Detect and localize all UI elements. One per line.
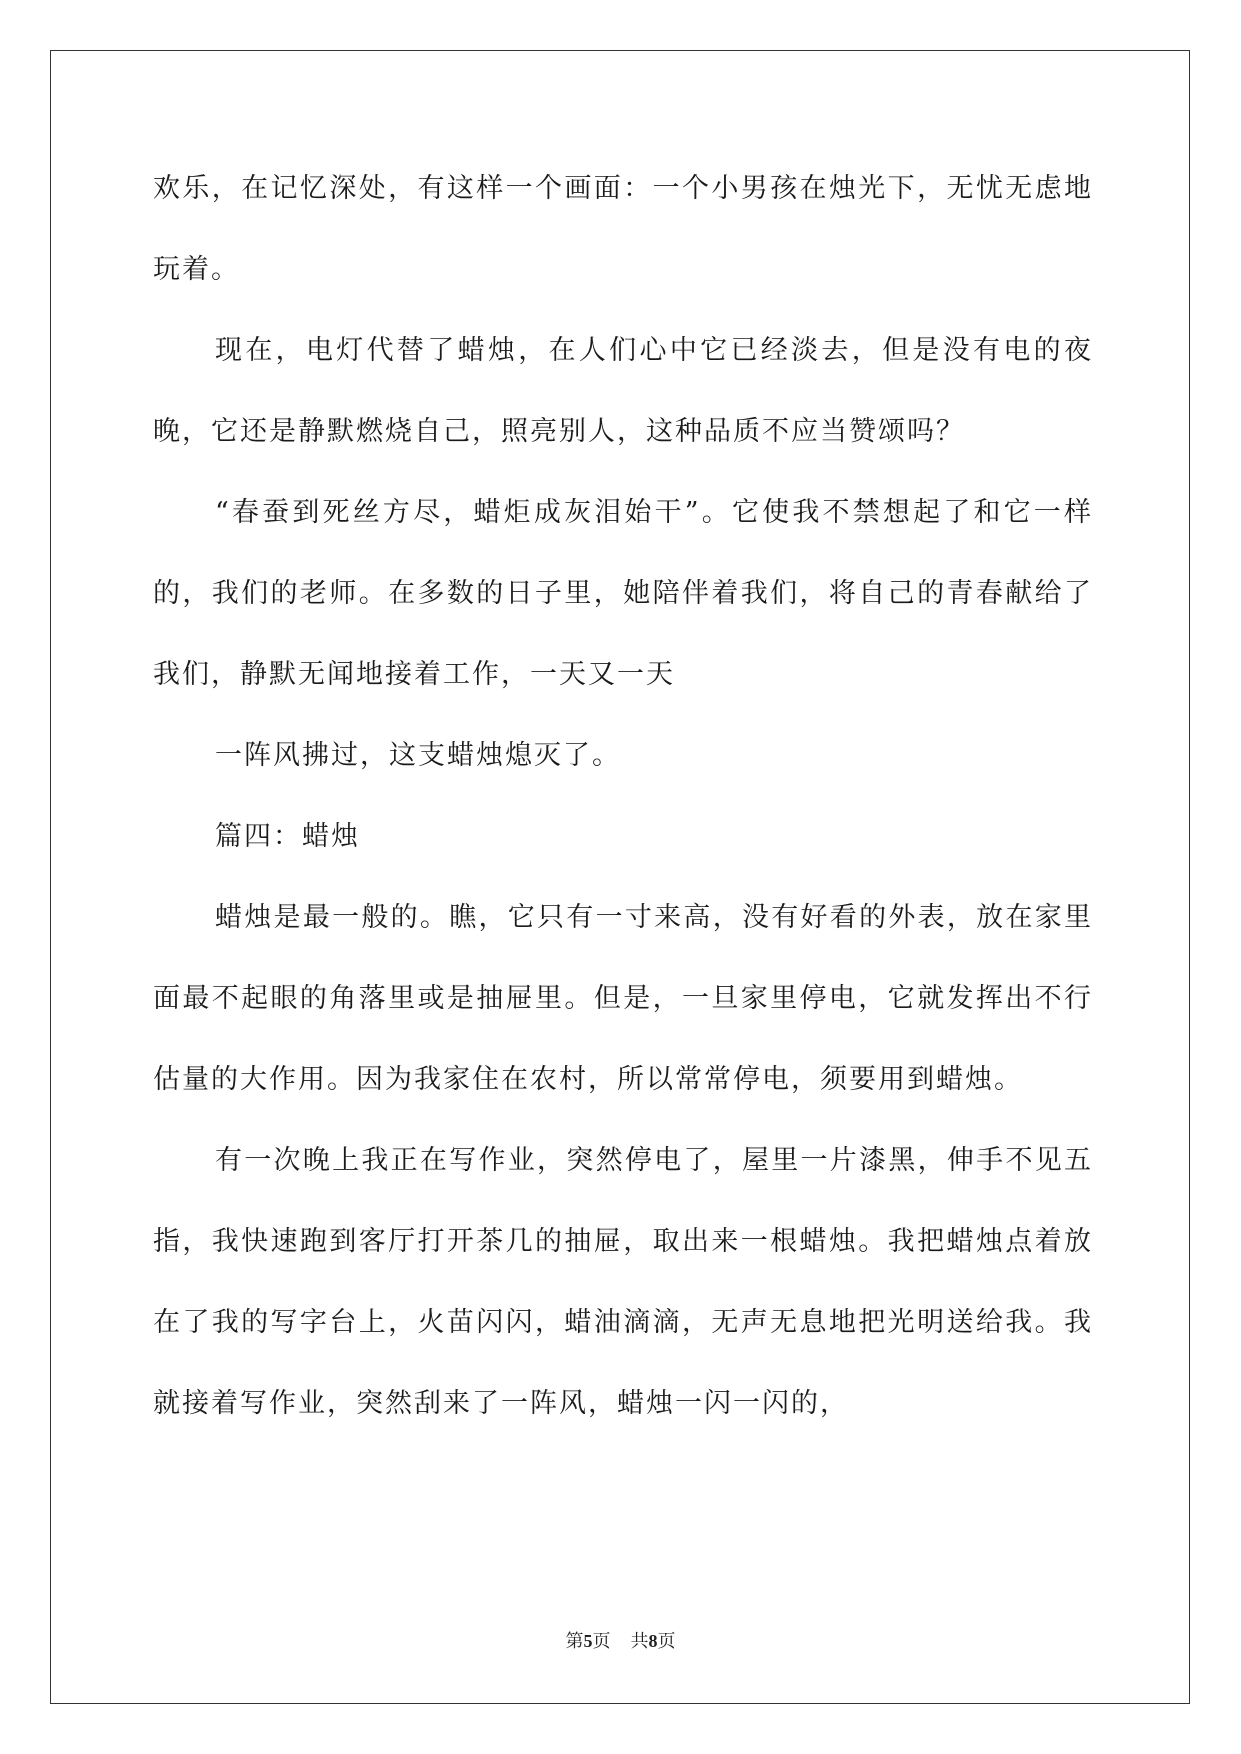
paragraph-5: 蜡烛是最一般的。瞧，它只有一寸来高，没有好看的外表，放在家里面最不起眼的角落里或是抽屉里。但是，一旦家里停电，它就发挥出不行估量的大作用。因为我家住在农村，所以常常停电，须要用到蜡烛。 [153,902,1093,1095]
footer-page-suffix: 页 [592,1631,611,1652]
footer-total-prefix: 共 [630,1631,649,1652]
total-pages-number: 8 [648,1631,658,1651]
footer-prefix: 第 [565,1631,584,1652]
paragraph-4: 一阵风拂过，这支蜡烛熄灭了。 [215,740,621,771]
current-page-number: 5 [583,1631,593,1651]
footer-total-suffix: 页 [657,1631,676,1652]
paragraph-2: 现在，电灯代替了蜡烛，在人们心中它已经淡去，但是没有电的夜晚，它还是静默燃烧自己，照亮别人，这种品质不应当赞颂吗？ [153,335,1093,447]
page-footer [0,1627,1241,1653]
paragraph-6: 有一次晚上我正在写作业，突然停电了，屋里一片漆黑，伸手不见五指，我快速跑到客厅打开茶几的抽屉，取出来一根蜡烛。我把蜡烛点着放在了我的写字台上，火苗闪闪，蜡油滴滴，无声无息地把光明送给我。我就接着写作业，突然刮来了一阵风，蜡烛一闪一闪的， [153,1145,1093,1419]
document-body [153,148,1093,1444]
paragraph-1: 欢乐，在记忆深处，有这样一个画面：一个小男孩在烛光下，无忧无虑地玩着。 [153,173,1093,285]
section-heading: 篇四：蜡烛 [215,821,360,852]
paragraph-3: “春蚕到死丝方尽，蜡炬成灰泪始干”。它使我不禁想起了和它一样的，我们的老师。在多数的日子里，她陪伴着我们，将自己的青春献给了我们，静默无闻地接着工作，一天又一天 [153,497,1093,690]
